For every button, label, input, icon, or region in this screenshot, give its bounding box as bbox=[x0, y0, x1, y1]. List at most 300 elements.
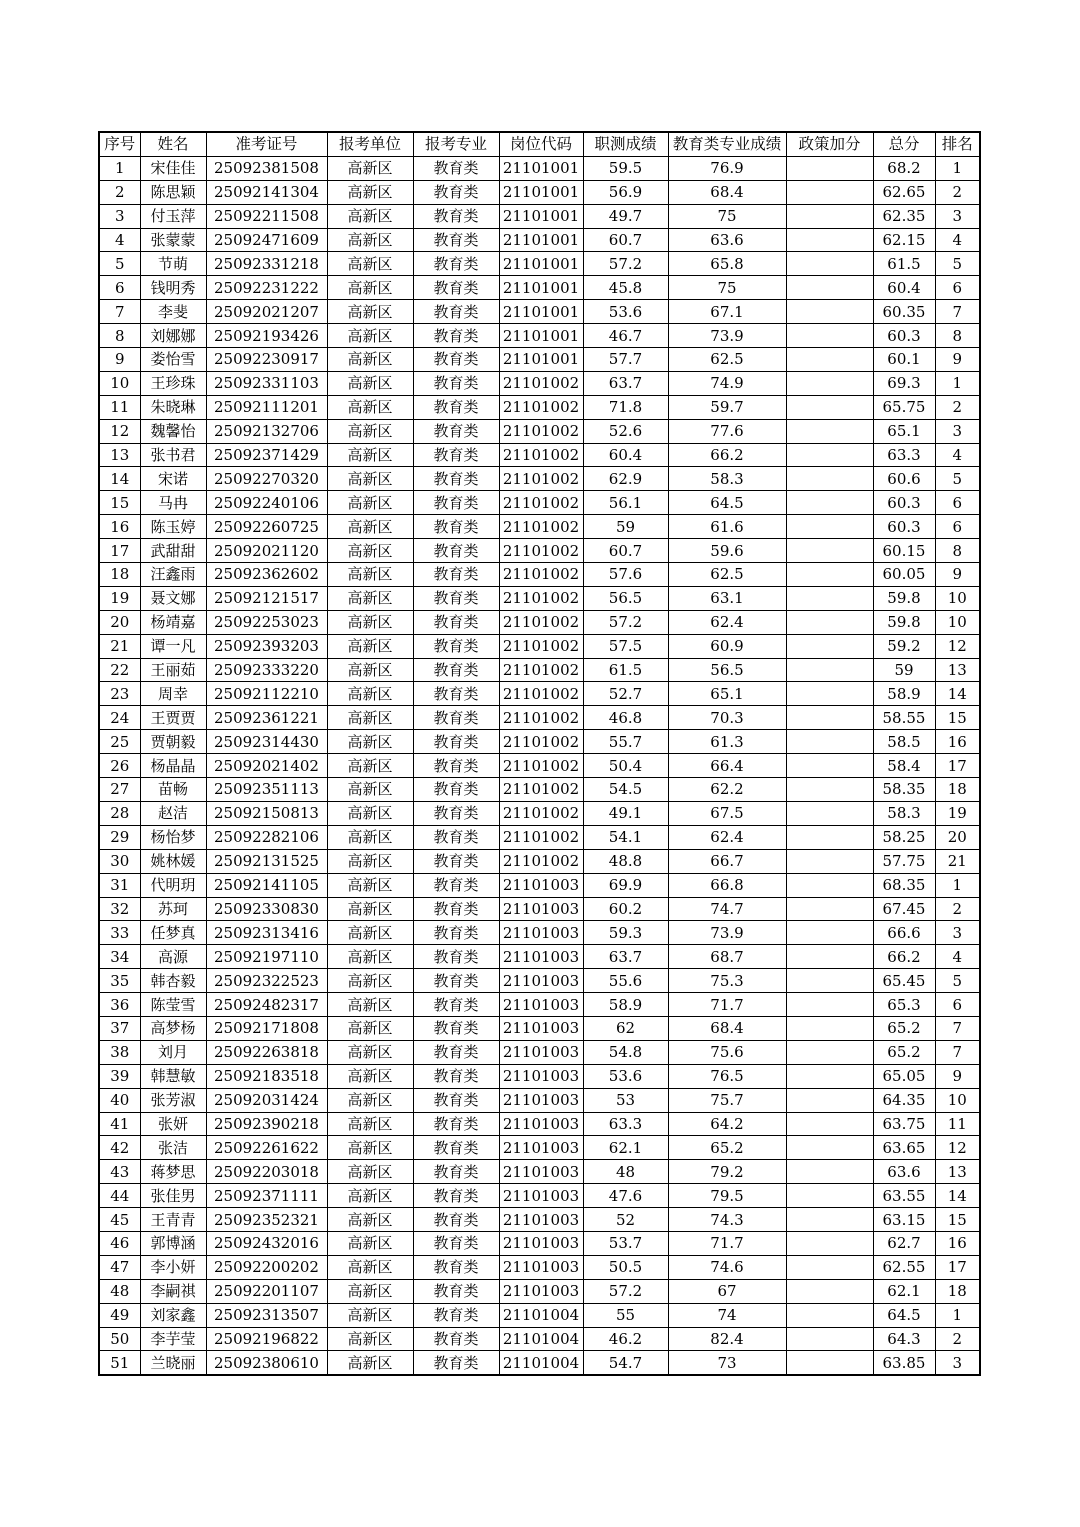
col-rank-cell: 15 bbox=[935, 706, 980, 730]
col-rank-cell: 5 bbox=[935, 467, 980, 491]
col-total-cell: 63.55 bbox=[873, 1184, 935, 1208]
col-rank-cell: 20 bbox=[935, 825, 980, 849]
header-col-name: 姓名 bbox=[140, 132, 206, 156]
col-name-cell: 赵洁 bbox=[140, 801, 206, 825]
col-name-cell: 谭一凡 bbox=[140, 634, 206, 658]
col-aptitude-score-cell: 48.8 bbox=[583, 849, 668, 873]
col-name-cell: 姚林媛 bbox=[140, 849, 206, 873]
col-total-cell: 58.25 bbox=[873, 825, 935, 849]
col-name-cell: 韩杏毅 bbox=[140, 969, 206, 993]
col-education-score-cell: 66.7 bbox=[668, 849, 786, 873]
col-total-cell: 59 bbox=[873, 658, 935, 682]
col-rank-cell: 15 bbox=[935, 1208, 980, 1232]
col-index-cell: 6 bbox=[99, 276, 140, 300]
col-post-code-cell: 21101003 bbox=[499, 993, 583, 1017]
col-name-cell: 蒋梦思 bbox=[140, 1160, 206, 1184]
col-name-cell: 马冉 bbox=[140, 491, 206, 515]
table-header bbox=[99, 132, 980, 156]
col-total-cell: 63.15 bbox=[873, 1208, 935, 1232]
col-rank-cell: 1 bbox=[935, 1303, 980, 1327]
col-index-cell: 10 bbox=[99, 371, 140, 395]
col-education-score-cell: 60.9 bbox=[668, 634, 786, 658]
col-index-cell: 19 bbox=[99, 586, 140, 610]
col-exam-id-cell: 25092240106 bbox=[206, 491, 327, 515]
col-index-cell: 51 bbox=[99, 1351, 140, 1375]
col-exam-id-cell: 25092211508 bbox=[206, 204, 327, 228]
col-education-score-cell: 59.6 bbox=[668, 539, 786, 563]
table-row bbox=[99, 993, 980, 1017]
col-name-cell: 钱明秀 bbox=[140, 276, 206, 300]
col-major-cell: 教育类 bbox=[413, 443, 499, 467]
results-table bbox=[98, 131, 981, 1376]
col-unit-cell: 高新区 bbox=[327, 586, 413, 610]
col-exam-id-cell: 25092313507 bbox=[206, 1303, 327, 1327]
col-education-score-cell: 71.7 bbox=[668, 993, 786, 1017]
col-total-cell: 60.4 bbox=[873, 276, 935, 300]
col-index-cell: 4 bbox=[99, 228, 140, 252]
col-post-code-cell: 21101002 bbox=[499, 563, 583, 587]
col-rank-cell: 4 bbox=[935, 443, 980, 467]
col-name-cell: 张芳淑 bbox=[140, 1088, 206, 1112]
col-aptitude-score-cell: 57.2 bbox=[583, 252, 668, 276]
col-index-cell: 15 bbox=[99, 491, 140, 515]
col-total-cell: 63.75 bbox=[873, 1112, 935, 1136]
col-education-score-cell: 74.9 bbox=[668, 371, 786, 395]
table-row bbox=[99, 1064, 980, 1088]
col-post-code-cell: 21101003 bbox=[499, 945, 583, 969]
col-total-cell: 69.3 bbox=[873, 371, 935, 395]
col-post-code-cell: 21101002 bbox=[499, 419, 583, 443]
col-unit-cell: 高新区 bbox=[327, 873, 413, 897]
table-row bbox=[99, 849, 980, 873]
table-row bbox=[99, 1040, 980, 1064]
col-bonus-cell bbox=[786, 467, 873, 491]
col-index-cell: 50 bbox=[99, 1327, 140, 1351]
col-name-cell: 宋诺 bbox=[140, 467, 206, 491]
col-major-cell: 教育类 bbox=[413, 1351, 499, 1375]
col-total-cell: 63.3 bbox=[873, 443, 935, 467]
col-unit-cell: 高新区 bbox=[327, 706, 413, 730]
col-post-code-cell: 21101002 bbox=[499, 634, 583, 658]
col-major-cell: 教育类 bbox=[413, 993, 499, 1017]
col-total-cell: 60.3 bbox=[873, 515, 935, 539]
col-aptitude-score-cell: 58.9 bbox=[583, 993, 668, 1017]
col-post-code-cell: 21101003 bbox=[499, 1088, 583, 1112]
col-unit-cell: 高新区 bbox=[327, 1255, 413, 1279]
col-bonus-cell bbox=[786, 1327, 873, 1351]
col-major-cell: 教育类 bbox=[413, 1255, 499, 1279]
col-education-score-cell: 75 bbox=[668, 204, 786, 228]
col-total-cell: 60.1 bbox=[873, 348, 935, 372]
table-row bbox=[99, 610, 980, 634]
col-major-cell: 教育类 bbox=[413, 515, 499, 539]
col-exam-id-cell: 25092141304 bbox=[206, 180, 327, 204]
col-bonus-cell bbox=[786, 348, 873, 372]
col-rank-cell: 1 bbox=[935, 873, 980, 897]
col-total-cell: 68.2 bbox=[873, 156, 935, 180]
header-col-post-code: 岗位代码 bbox=[499, 132, 583, 156]
col-major-cell: 教育类 bbox=[413, 754, 499, 778]
col-major-cell: 教育类 bbox=[413, 1303, 499, 1327]
col-rank-cell: 7 bbox=[935, 1040, 980, 1064]
table-row bbox=[99, 730, 980, 754]
table-row bbox=[99, 586, 980, 610]
col-bonus-cell bbox=[786, 634, 873, 658]
col-aptitude-score-cell: 56.1 bbox=[583, 491, 668, 515]
col-unit-cell: 高新区 bbox=[327, 539, 413, 563]
col-unit-cell: 高新区 bbox=[327, 180, 413, 204]
col-exam-id-cell: 25092203018 bbox=[206, 1160, 327, 1184]
col-rank-cell: 2 bbox=[935, 180, 980, 204]
table-row bbox=[99, 563, 980, 587]
col-major-cell: 教育类 bbox=[413, 682, 499, 706]
col-rank-cell: 2 bbox=[935, 897, 980, 921]
col-rank-cell: 3 bbox=[935, 204, 980, 228]
col-index-cell: 42 bbox=[99, 1136, 140, 1160]
col-bonus-cell bbox=[786, 419, 873, 443]
col-name-cell: 高源 bbox=[140, 945, 206, 969]
col-aptitude-score-cell: 56.5 bbox=[583, 586, 668, 610]
col-index-cell: 30 bbox=[99, 849, 140, 873]
col-name-cell: 张蒙蒙 bbox=[140, 228, 206, 252]
col-index-cell: 46 bbox=[99, 1231, 140, 1255]
col-total-cell: 65.2 bbox=[873, 1016, 935, 1040]
col-bonus-cell bbox=[786, 706, 873, 730]
col-major-cell: 教育类 bbox=[413, 180, 499, 204]
col-aptitude-score-cell: 52 bbox=[583, 1208, 668, 1232]
col-post-code-cell: 21101002 bbox=[499, 754, 583, 778]
col-education-score-cell: 67.1 bbox=[668, 300, 786, 324]
col-name-cell: 王青青 bbox=[140, 1208, 206, 1232]
col-education-score-cell: 76.5 bbox=[668, 1064, 786, 1088]
col-unit-cell: 高新区 bbox=[327, 252, 413, 276]
col-bonus-cell bbox=[786, 204, 873, 228]
col-exam-id-cell: 25092362602 bbox=[206, 563, 327, 587]
col-exam-id-cell: 25092351113 bbox=[206, 778, 327, 802]
col-total-cell: 58.55 bbox=[873, 706, 935, 730]
col-index-cell: 17 bbox=[99, 539, 140, 563]
col-exam-id-cell: 25092171808 bbox=[206, 1016, 327, 1040]
col-post-code-cell: 21101002 bbox=[499, 706, 583, 730]
col-major-cell: 教育类 bbox=[413, 276, 499, 300]
col-exam-id-cell: 25092263818 bbox=[206, 1040, 327, 1064]
table-row bbox=[99, 324, 980, 348]
col-aptitude-score-cell: 54.1 bbox=[583, 825, 668, 849]
col-name-cell: 娄怡雪 bbox=[140, 348, 206, 372]
col-unit-cell: 高新区 bbox=[327, 682, 413, 706]
col-exam-id-cell: 25092381508 bbox=[206, 156, 327, 180]
col-education-score-cell: 73 bbox=[668, 1351, 786, 1375]
col-aptitude-score-cell: 57.7 bbox=[583, 348, 668, 372]
col-major-cell: 教育类 bbox=[413, 228, 499, 252]
col-index-cell: 9 bbox=[99, 348, 140, 372]
col-name-cell: 节萌 bbox=[140, 252, 206, 276]
col-aptitude-score-cell: 54.8 bbox=[583, 1040, 668, 1064]
table-row bbox=[99, 658, 980, 682]
score-sheet bbox=[98, 131, 981, 1376]
col-bonus-cell bbox=[786, 658, 873, 682]
col-name-cell: 陈玉婷 bbox=[140, 515, 206, 539]
table-row bbox=[99, 371, 980, 395]
col-total-cell: 62.1 bbox=[873, 1279, 935, 1303]
col-total-cell: 59.8 bbox=[873, 610, 935, 634]
col-major-cell: 教育类 bbox=[413, 1088, 499, 1112]
col-major-cell: 教育类 bbox=[413, 921, 499, 945]
col-exam-id-cell: 25092150813 bbox=[206, 801, 327, 825]
col-rank-cell: 17 bbox=[935, 1255, 980, 1279]
col-unit-cell: 高新区 bbox=[327, 754, 413, 778]
col-exam-id-cell: 25092390218 bbox=[206, 1112, 327, 1136]
col-name-cell: 苏珂 bbox=[140, 897, 206, 921]
col-education-score-cell: 56.5 bbox=[668, 658, 786, 682]
col-aptitude-score-cell: 55 bbox=[583, 1303, 668, 1327]
col-rank-cell: 9 bbox=[935, 1064, 980, 1088]
col-rank-cell: 13 bbox=[935, 658, 980, 682]
col-unit-cell: 高新区 bbox=[327, 467, 413, 491]
col-major-cell: 教育类 bbox=[413, 491, 499, 515]
col-rank-cell: 3 bbox=[935, 921, 980, 945]
col-total-cell: 62.65 bbox=[873, 180, 935, 204]
col-bonus-cell bbox=[786, 1303, 873, 1327]
col-unit-cell: 高新区 bbox=[327, 348, 413, 372]
col-index-cell: 26 bbox=[99, 754, 140, 778]
col-post-code-cell: 21101001 bbox=[499, 228, 583, 252]
col-major-cell: 教育类 bbox=[413, 897, 499, 921]
col-rank-cell: 13 bbox=[935, 1160, 980, 1184]
col-post-code-cell: 21101003 bbox=[499, 1160, 583, 1184]
col-index-cell: 21 bbox=[99, 634, 140, 658]
col-bonus-cell bbox=[786, 610, 873, 634]
col-unit-cell: 高新区 bbox=[327, 825, 413, 849]
col-rank-cell: 18 bbox=[935, 778, 980, 802]
col-education-score-cell: 77.6 bbox=[668, 419, 786, 443]
col-bonus-cell bbox=[786, 156, 873, 180]
col-aptitude-score-cell: 45.8 bbox=[583, 276, 668, 300]
col-education-score-cell: 62.2 bbox=[668, 778, 786, 802]
col-education-score-cell: 76.9 bbox=[668, 156, 786, 180]
col-index-cell: 49 bbox=[99, 1303, 140, 1327]
col-exam-id-cell: 25092314430 bbox=[206, 730, 327, 754]
col-aptitude-score-cell: 53.6 bbox=[583, 300, 668, 324]
col-index-cell: 3 bbox=[99, 204, 140, 228]
col-aptitude-score-cell: 62 bbox=[583, 1016, 668, 1040]
col-unit-cell: 高新区 bbox=[327, 419, 413, 443]
col-bonus-cell bbox=[786, 1136, 873, 1160]
col-total-cell: 59.2 bbox=[873, 634, 935, 658]
col-total-cell: 58.5 bbox=[873, 730, 935, 754]
col-unit-cell: 高新区 bbox=[327, 156, 413, 180]
col-unit-cell: 高新区 bbox=[327, 1016, 413, 1040]
col-total-cell: 60.3 bbox=[873, 491, 935, 515]
col-index-cell: 37 bbox=[99, 1016, 140, 1040]
col-post-code-cell: 21101003 bbox=[499, 1208, 583, 1232]
col-rank-cell: 6 bbox=[935, 993, 980, 1017]
col-unit-cell: 高新区 bbox=[327, 1208, 413, 1232]
header-col-total: 总分 bbox=[873, 132, 935, 156]
col-major-cell: 教育类 bbox=[413, 467, 499, 491]
col-unit-cell: 高新区 bbox=[327, 658, 413, 682]
col-name-cell: 宋佳佳 bbox=[140, 156, 206, 180]
col-post-code-cell: 21101002 bbox=[499, 443, 583, 467]
col-aptitude-score-cell: 46.8 bbox=[583, 706, 668, 730]
col-bonus-cell bbox=[786, 1016, 873, 1040]
col-bonus-cell bbox=[786, 825, 873, 849]
col-total-cell: 62.15 bbox=[873, 228, 935, 252]
col-name-cell: 杨靖嘉 bbox=[140, 610, 206, 634]
col-post-code-cell: 21101003 bbox=[499, 1136, 583, 1160]
col-unit-cell: 高新区 bbox=[327, 801, 413, 825]
col-rank-cell: 21 bbox=[935, 849, 980, 873]
col-post-code-cell: 21101003 bbox=[499, 1016, 583, 1040]
table-row bbox=[99, 156, 980, 180]
col-index-cell: 29 bbox=[99, 825, 140, 849]
col-index-cell: 25 bbox=[99, 730, 140, 754]
col-education-score-cell: 67 bbox=[668, 1279, 786, 1303]
table-row bbox=[99, 1303, 980, 1327]
col-bonus-cell bbox=[786, 1279, 873, 1303]
col-name-cell: 刘家鑫 bbox=[140, 1303, 206, 1327]
col-aptitude-score-cell: 50.5 bbox=[583, 1255, 668, 1279]
col-bonus-cell bbox=[786, 276, 873, 300]
col-total-cell: 58.4 bbox=[873, 754, 935, 778]
table-row bbox=[99, 969, 980, 993]
table-row bbox=[99, 1088, 980, 1112]
col-unit-cell: 高新区 bbox=[327, 969, 413, 993]
col-education-score-cell: 65.2 bbox=[668, 1136, 786, 1160]
col-total-cell: 62.7 bbox=[873, 1231, 935, 1255]
col-post-code-cell: 21101002 bbox=[499, 730, 583, 754]
col-index-cell: 8 bbox=[99, 324, 140, 348]
col-exam-id-cell: 25092021402 bbox=[206, 754, 327, 778]
col-post-code-cell: 21101003 bbox=[499, 1231, 583, 1255]
col-bonus-cell bbox=[786, 252, 873, 276]
col-education-score-cell: 70.3 bbox=[668, 706, 786, 730]
col-rank-cell: 5 bbox=[935, 969, 980, 993]
col-post-code-cell: 21101001 bbox=[499, 324, 583, 348]
col-education-score-cell: 75.6 bbox=[668, 1040, 786, 1064]
col-total-cell: 60.35 bbox=[873, 300, 935, 324]
col-unit-cell: 高新区 bbox=[327, 897, 413, 921]
col-post-code-cell: 21101002 bbox=[499, 778, 583, 802]
col-aptitude-score-cell: 55.7 bbox=[583, 730, 668, 754]
col-post-code-cell: 21101003 bbox=[499, 1064, 583, 1088]
col-aptitude-score-cell: 69.9 bbox=[583, 873, 668, 897]
col-aptitude-score-cell: 57.2 bbox=[583, 610, 668, 634]
col-exam-id-cell: 25092482317 bbox=[206, 993, 327, 1017]
col-index-cell: 1 bbox=[99, 156, 140, 180]
col-total-cell: 63.85 bbox=[873, 1351, 935, 1375]
col-name-cell: 陈思颖 bbox=[140, 180, 206, 204]
col-major-cell: 教育类 bbox=[413, 371, 499, 395]
col-total-cell: 59.8 bbox=[873, 586, 935, 610]
col-unit-cell: 高新区 bbox=[327, 610, 413, 634]
table-row bbox=[99, 1208, 980, 1232]
col-unit-cell: 高新区 bbox=[327, 276, 413, 300]
col-rank-cell: 3 bbox=[935, 419, 980, 443]
col-post-code-cell: 21101002 bbox=[499, 658, 583, 682]
col-exam-id-cell: 25092333220 bbox=[206, 658, 327, 682]
col-post-code-cell: 21101002 bbox=[499, 801, 583, 825]
col-bonus-cell bbox=[786, 945, 873, 969]
col-rank-cell: 18 bbox=[935, 1279, 980, 1303]
col-major-cell: 教育类 bbox=[413, 1279, 499, 1303]
col-bonus-cell bbox=[786, 324, 873, 348]
col-exam-id-cell: 25092330830 bbox=[206, 897, 327, 921]
col-rank-cell: 12 bbox=[935, 1136, 980, 1160]
col-unit-cell: 高新区 bbox=[327, 1088, 413, 1112]
table-row bbox=[99, 467, 980, 491]
col-name-cell: 张妍 bbox=[140, 1112, 206, 1136]
col-index-cell: 45 bbox=[99, 1208, 140, 1232]
col-aptitude-score-cell: 55.6 bbox=[583, 969, 668, 993]
header-row bbox=[99, 132, 980, 156]
table-row bbox=[99, 754, 980, 778]
col-total-cell: 68.35 bbox=[873, 873, 935, 897]
col-aptitude-score-cell: 49.1 bbox=[583, 801, 668, 825]
col-exam-id-cell: 25092196822 bbox=[206, 1327, 327, 1351]
col-exam-id-cell: 25092253023 bbox=[206, 610, 327, 634]
col-exam-id-cell: 25092261622 bbox=[206, 1136, 327, 1160]
col-post-code-cell: 21101004 bbox=[499, 1327, 583, 1351]
col-unit-cell: 高新区 bbox=[327, 563, 413, 587]
col-major-cell: 教育类 bbox=[413, 1160, 499, 1184]
col-education-score-cell: 68.7 bbox=[668, 945, 786, 969]
col-index-cell: 13 bbox=[99, 443, 140, 467]
col-total-cell: 58.35 bbox=[873, 778, 935, 802]
col-major-cell: 教育类 bbox=[413, 1208, 499, 1232]
col-post-code-cell: 21101003 bbox=[499, 1184, 583, 1208]
col-major-cell: 教育类 bbox=[413, 252, 499, 276]
col-aptitude-score-cell: 60.7 bbox=[583, 228, 668, 252]
col-post-code-cell: 21101001 bbox=[499, 276, 583, 300]
col-index-cell: 23 bbox=[99, 682, 140, 706]
col-index-cell: 5 bbox=[99, 252, 140, 276]
col-exam-id-cell: 25092393203 bbox=[206, 634, 327, 658]
col-total-cell: 65.75 bbox=[873, 395, 935, 419]
col-name-cell: 杨怡梦 bbox=[140, 825, 206, 849]
col-index-cell: 12 bbox=[99, 419, 140, 443]
col-unit-cell: 高新区 bbox=[327, 1064, 413, 1088]
col-education-score-cell: 75.7 bbox=[668, 1088, 786, 1112]
col-name-cell: 聂文娜 bbox=[140, 586, 206, 610]
col-major-cell: 教育类 bbox=[413, 610, 499, 634]
col-unit-cell: 高新区 bbox=[327, 300, 413, 324]
col-major-cell: 教育类 bbox=[413, 658, 499, 682]
col-rank-cell: 5 bbox=[935, 252, 980, 276]
col-education-score-cell: 62.4 bbox=[668, 610, 786, 634]
col-post-code-cell: 21101002 bbox=[499, 491, 583, 515]
col-exam-id-cell: 25092112210 bbox=[206, 682, 327, 706]
col-rank-cell: 10 bbox=[935, 586, 980, 610]
col-bonus-cell bbox=[786, 1351, 873, 1375]
col-rank-cell: 17 bbox=[935, 754, 980, 778]
col-unit-cell: 高新区 bbox=[327, 1303, 413, 1327]
col-exam-id-cell: 25092031424 bbox=[206, 1088, 327, 1112]
table-row bbox=[99, 276, 980, 300]
col-total-cell: 60.3 bbox=[873, 324, 935, 348]
col-unit-cell: 高新区 bbox=[327, 443, 413, 467]
col-index-cell: 33 bbox=[99, 921, 140, 945]
col-name-cell: 王贾贾 bbox=[140, 706, 206, 730]
col-major-cell: 教育类 bbox=[413, 324, 499, 348]
table-row bbox=[99, 1351, 980, 1375]
col-unit-cell: 高新区 bbox=[327, 1279, 413, 1303]
col-name-cell: 任梦真 bbox=[140, 921, 206, 945]
col-aptitude-score-cell: 63.7 bbox=[583, 371, 668, 395]
col-aptitude-score-cell: 59.3 bbox=[583, 921, 668, 945]
col-education-score-cell: 63.1 bbox=[668, 586, 786, 610]
col-education-score-cell: 75.3 bbox=[668, 969, 786, 993]
